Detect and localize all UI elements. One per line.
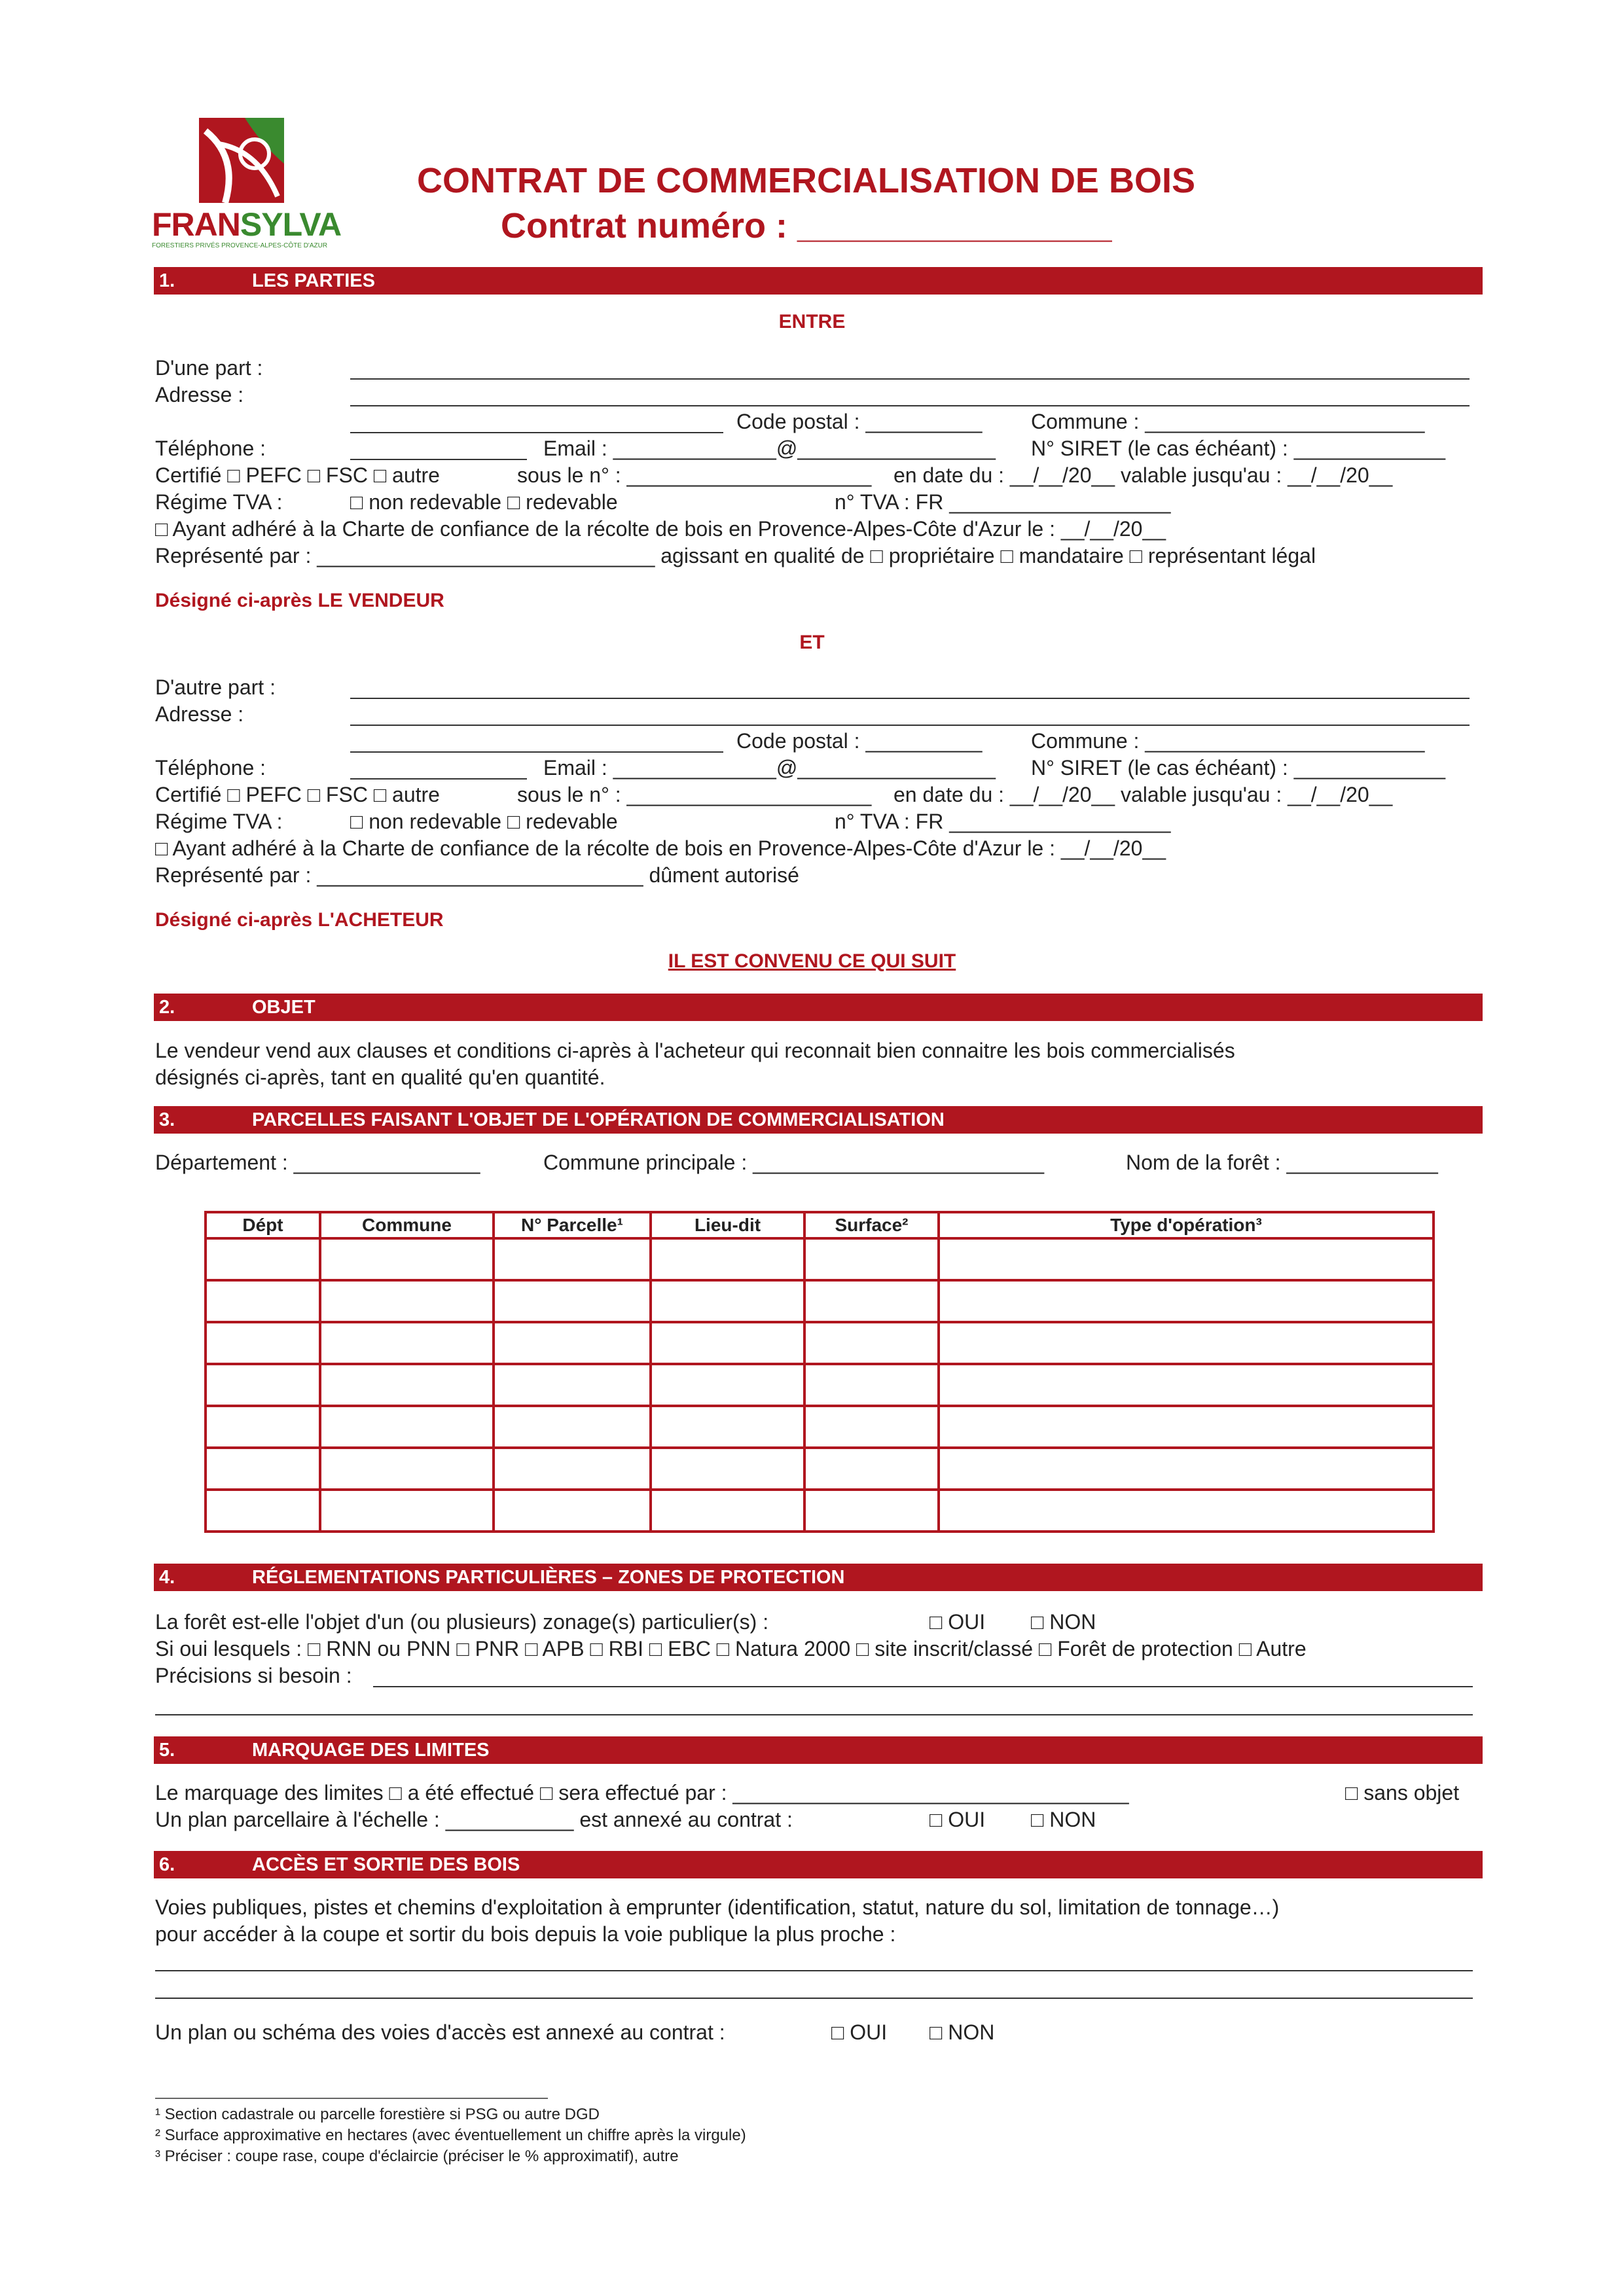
table-cell[interactable] xyxy=(804,1490,939,1532)
acces-text-line1: Voies publiques, pistes et chemins d'exploitation à emprunter (identification, statut, nature du sol, limitation de tonnage…) xyxy=(155,1895,1280,1919)
footnote-divider xyxy=(155,2098,548,2099)
acces-field-2[interactable] xyxy=(155,1998,1473,1999)
parcelles-table xyxy=(204,1211,1435,1533)
vendeur-represente[interactable]: Représenté par : _____________________________ agissant en qualité de □ propriétaire □ mandataire □ représentant légal xyxy=(155,544,1316,567)
section-number: 3. xyxy=(159,1109,175,1130)
table-cell[interactable] xyxy=(494,1280,651,1322)
table-cell[interactable] xyxy=(320,1322,494,1364)
acheteur-represente[interactable]: Représenté par : ____________________________ dûment autorisé xyxy=(155,863,799,887)
table-cell[interactable] xyxy=(651,1238,804,1280)
table-cell[interactable] xyxy=(206,1448,320,1490)
table-cell[interactable] xyxy=(939,1280,1434,1322)
section-number: 5. xyxy=(159,1740,175,1761)
col-header-parcelle: N° Parcelle¹ xyxy=(494,1212,651,1238)
vendeur-code-postal[interactable]: Code postal : __________ xyxy=(736,410,983,433)
table-row xyxy=(206,1238,1434,1280)
table-row xyxy=(206,1322,1434,1364)
table-cell[interactable] xyxy=(651,1364,804,1406)
vendeur-designe: Désigné ci-après LE VENDEUR xyxy=(155,590,444,611)
objet-text-line2: désignés ci-après, tant en qualité qu'en quantité. xyxy=(155,1066,605,1089)
departement-field[interactable]: Département : ________________ xyxy=(155,1151,480,1174)
page-title: CONTRAT DE COMMERCIALISATION DE BOIS xyxy=(417,161,1195,200)
table-cell[interactable] xyxy=(494,1406,651,1448)
table-cell[interactable] xyxy=(494,1490,651,1532)
acheteur-adresse-field-2[interactable] xyxy=(350,751,723,753)
section-number: 2. xyxy=(159,997,175,1018)
table-cell[interactable] xyxy=(206,1238,320,1280)
acces-text-line2: pour accéder à la coupe et sortir du bois depuis la voie publique la plus proche : xyxy=(155,1922,896,1946)
vendeur-en-date[interactable]: en date du : __/__/20__ valable jusqu'au : __/__/20__ xyxy=(893,463,1393,487)
table-cell[interactable] xyxy=(939,1490,1434,1532)
table-cell[interactable] xyxy=(494,1448,651,1490)
table-cell[interactable] xyxy=(804,1238,939,1280)
table-cell[interactable] xyxy=(320,1406,494,1448)
table-cell[interactable] xyxy=(939,1322,1434,1364)
table-row xyxy=(206,1280,1434,1322)
section-header-1 xyxy=(154,267,1483,295)
vendeur-part-field[interactable] xyxy=(350,378,1470,380)
zonage-non-checkbox[interactable]: □ NON xyxy=(1031,1610,1096,1634)
plan-non-checkbox[interactable]: □ NON xyxy=(1031,1808,1096,1831)
table-cell[interactable] xyxy=(320,1448,494,1490)
acheteur-adresse-field[interactable] xyxy=(350,725,1470,726)
section-label: LES PARTIES xyxy=(252,270,375,291)
vendeur-certifie[interactable]: Certifié □ PEFC □ FSC □ autre xyxy=(155,463,440,487)
acheteur-siret[interactable]: N° SIRET (le cas échéant) : _____________ xyxy=(1031,756,1446,780)
table-cell[interactable] xyxy=(320,1490,494,1532)
section-label: PARCELLES FAISANT L'OBJET DE L'OPÉRATION DE COMMERCIALISATION xyxy=(252,1109,945,1130)
acheteur-email[interactable]: Email : ______________@_________________ xyxy=(543,756,996,780)
precisions-field-2[interactable] xyxy=(155,1714,1473,1715)
acheteur-charte[interactable]: □ Ayant adhéré à la Charte de confiance de la récolte de bois en Provence-Alpes-Côte d'Azur le : __/__/20__ xyxy=(155,836,1166,860)
acheteur-regime-options[interactable]: □ non redevable □ redevable xyxy=(350,810,618,833)
section-header-6 xyxy=(154,1851,1483,1878)
section-header-3 xyxy=(154,1106,1483,1134)
table-cell[interactable] xyxy=(651,1322,804,1364)
acces-non-checkbox[interactable]: □ NON xyxy=(929,2020,995,2044)
marquage-line[interactable]: Le marquage des limites □ a été effectué □ sera effectué par : __________________________________ xyxy=(155,1781,1129,1804)
section-label: RÉGLEMENTATIONS PARTICULIÈRES – ZONES DE PROTECTION xyxy=(252,1567,845,1588)
contract-number: Contrat numéro : ________________ xyxy=(501,206,1112,245)
table-cell[interactable] xyxy=(804,1448,939,1490)
section-label: OBJET xyxy=(252,997,316,1018)
acheteur-telephone-field[interactable] xyxy=(350,778,527,780)
table-cell[interactable] xyxy=(494,1364,651,1406)
acheteur-certifie[interactable]: Certifié □ PEFC □ FSC □ autre xyxy=(155,783,440,806)
section-header-4 xyxy=(154,1564,1483,1591)
acheteur-part-label: D'autre part : xyxy=(155,675,276,699)
table-cell[interactable] xyxy=(804,1364,939,1406)
table-row xyxy=(206,1364,1434,1406)
table-cell[interactable] xyxy=(320,1280,494,1322)
acheteur-sous-le[interactable]: sous le n° : _____________________ xyxy=(517,783,872,806)
vendeur-commune[interactable]: Commune : ________________________ xyxy=(1031,410,1425,433)
acheteur-designe: Désigné ci-après L'ACHETEUR xyxy=(155,909,444,931)
table-cell[interactable] xyxy=(494,1238,651,1280)
table-cell[interactable] xyxy=(939,1364,1434,1406)
plan-acces-label: Un plan ou schéma des voies d'accès est annexé au contrat : xyxy=(155,2020,725,2044)
vendeur-telephone-label: Téléphone : xyxy=(155,437,266,460)
logo-text: FRANSYLVA xyxy=(152,206,342,243)
acheteur-commune[interactable]: Commune : ________________________ xyxy=(1031,729,1425,753)
section-header-5 xyxy=(154,1736,1483,1764)
table-cell[interactable] xyxy=(320,1364,494,1406)
table-cell[interactable] xyxy=(804,1280,939,1322)
zonage-oui-checkbox[interactable]: □ OUI xyxy=(929,1610,986,1634)
acces-oui-checkbox[interactable]: □ OUI xyxy=(831,2020,888,2044)
footnote-3: ³ Préciser : coupe rase, coupe d'éclaircie (préciser le % approximatif), autre xyxy=(155,2147,679,2165)
section-number: 4. xyxy=(159,1567,175,1588)
logo xyxy=(152,118,342,249)
table-cell[interactable] xyxy=(651,1490,804,1532)
acheteur-tva[interactable]: n° TVA : FR ___________________ xyxy=(835,810,1171,833)
vendeur-adresse-field-2[interactable] xyxy=(350,432,723,433)
zonage-question: La forêt est-elle l'objet d'un (ou plusieurs) zonage(s) particulier(s) : xyxy=(155,1610,769,1634)
vendeur-adresse-field[interactable] xyxy=(350,405,1470,406)
col-header-lieu-dit: Lieu-dit xyxy=(651,1212,804,1238)
col-header-surface: Surface² xyxy=(804,1212,939,1238)
acheteur-regime-label: Régime TVA : xyxy=(155,810,283,833)
col-header-commune: Commune xyxy=(320,1212,494,1238)
table-header-row xyxy=(206,1212,1434,1238)
vendeur-sous-le[interactable]: sous le n° : _____________________ xyxy=(517,463,872,487)
plan-oui-checkbox[interactable]: □ OUI xyxy=(929,1808,986,1831)
section-number: 1. xyxy=(159,270,175,291)
table-row xyxy=(206,1448,1434,1490)
footnote-1: ¹ Section cadastrale ou parcelle forestière si PSG ou autre DGD xyxy=(155,2106,600,2123)
vendeur-tva[interactable]: n° TVA : FR ___________________ xyxy=(835,490,1171,514)
table-cell[interactable] xyxy=(651,1280,804,1322)
vendeur-charte[interactable]: □ Ayant adhéré à la Charte de confiance de la récolte de bois en Provence-Alpes-Côte d'Azur le : __/__/20__ xyxy=(155,517,1166,541)
acheteur-adresse-label: Adresse : xyxy=(155,702,244,726)
table-cell[interactable] xyxy=(494,1322,651,1364)
logo-subtitle: FORESTIERS PRIVÉS PROVENCE-ALPES-CÔTE D'AZUR xyxy=(152,242,328,249)
table-cell[interactable] xyxy=(804,1406,939,1448)
acces-field[interactable] xyxy=(155,1970,1473,1971)
table-cell[interactable] xyxy=(939,1448,1434,1490)
nom-foret-field[interactable]: Nom de la forêt : _____________ xyxy=(1126,1151,1438,1174)
col-header-type-operation: Type d'opération³ xyxy=(939,1212,1434,1238)
table-cell[interactable] xyxy=(206,1322,320,1364)
table-cell[interactable] xyxy=(939,1406,1434,1448)
commune-principale-field[interactable]: Commune principale : _________________________ xyxy=(543,1151,1045,1174)
vendeur-regime-label: Régime TVA : xyxy=(155,490,283,514)
convenu-label: IL EST CONVENU CE QUI SUIT xyxy=(668,950,956,972)
vendeur-part-label: D'une part : xyxy=(155,356,263,380)
table-cell[interactable] xyxy=(206,1364,320,1406)
vendeur-email[interactable]: Email : ______________@_________________ xyxy=(543,437,996,460)
objet-text-line1: Le vendeur vend aux clauses et conditions ci-après à l'acheteur qui reconnait bien connaitre les bois commercialisés xyxy=(155,1039,1235,1062)
table-cell[interactable] xyxy=(804,1322,939,1364)
table-cell[interactable] xyxy=(206,1490,320,1532)
table-cell[interactable] xyxy=(206,1280,320,1322)
table-cell[interactable] xyxy=(939,1238,1434,1280)
section-label: ACCÈS ET SORTIE DES BOIS xyxy=(252,1854,520,1875)
precisions-label: Précisions si besoin : xyxy=(155,1664,352,1687)
acheteur-code-postal[interactable]: Code postal : __________ xyxy=(736,729,983,753)
acheteur-part-field[interactable] xyxy=(350,698,1470,699)
section-header-2 xyxy=(154,994,1483,1021)
vendeur-regime-options[interactable]: □ non redevable □ redevable xyxy=(350,490,618,514)
acheteur-telephone-label: Téléphone : xyxy=(155,756,266,780)
precisions-field[interactable] xyxy=(373,1686,1473,1687)
vendeur-adresse-label: Adresse : xyxy=(155,383,244,406)
logo-mark-icon xyxy=(199,118,284,203)
section-number: 6. xyxy=(159,1854,175,1875)
table-cell[interactable] xyxy=(206,1406,320,1448)
vendeur-siret[interactable]: N° SIRET (le cas échéant) : _____________ xyxy=(1031,437,1446,460)
sans-objet-checkbox[interactable]: □ sans objet xyxy=(1345,1781,1460,1804)
section-label: MARQUAGE DES LIMITES xyxy=(252,1740,490,1761)
plan-parcellaire-line[interactable]: Un plan parcellaire à l'échelle : ___________ est annexé au contrat : xyxy=(155,1808,793,1831)
table-row xyxy=(206,1490,1434,1532)
vendeur-telephone-field[interactable] xyxy=(350,459,527,460)
entre-label: ENTRE xyxy=(778,311,846,332)
acheteur-en-date[interactable]: en date du : __/__/20__ valable jusqu'au : __/__/20__ xyxy=(893,783,1393,806)
et-label: ET xyxy=(799,632,825,653)
footnote-2: ² Surface approximative en hectares (avec éventuellement un chiffre après la virgule) xyxy=(155,2126,746,2144)
table-row xyxy=(206,1406,1434,1448)
table-cell[interactable] xyxy=(320,1238,494,1280)
table-cell[interactable] xyxy=(651,1406,804,1448)
table-cell[interactable] xyxy=(651,1448,804,1490)
col-header-dept: Dépt xyxy=(206,1212,320,1238)
zonage-si-oui[interactable]: Si oui lesquels : □ RNN ou PNN □ PNR □ APB □ RBI □ EBC □ Natura 2000 □ site inscrit/classé □ Forêt de protection □ Autre xyxy=(155,1637,1307,1660)
